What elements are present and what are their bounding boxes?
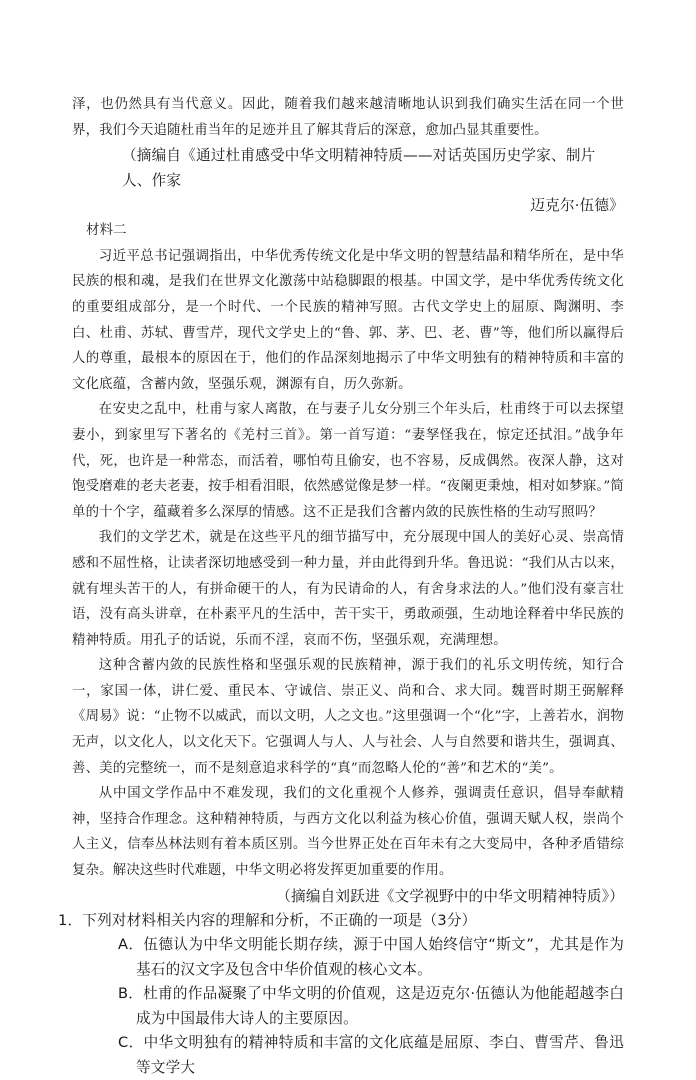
material2-source: （摘编自刘跃进《文学视野中的中华文明精神特质》） [276,887,624,905]
material1-tail-text: 泽，也仍然具有当代意义。因此，随着我们越来越清晰地认识到我们确实生活在同一个世界，我们今天追随杜甫当年的足迹并且了解其背后的深意，愈加凸显其重要性。 [72,97,624,138]
material2-paragraph-1: 习近平总书记强调指出，中华优秀传统文化是中华文明的智慧结晶和精华所在，是中华民族的根和魂，是我们在世界文化激荡中站稳脚跟的根基。中国文学，是中华优秀传统文化的重要组成部分，是一个时代、一个民族的精神写照。古代文学史上的屈原、陶渊明、李白、杜甫、苏轼、曹雪芹，现代文学史上的“鲁、郭、茅、巴、老、曹”等，他们所以赢得后人的尊重，最根本的原因在于，他们的作品深刻地揭示了中华文明独有的精神特质和丰富的文化底蕴，含蓄内敛，坚强乐观，渊源有自，历久弥新。 [72,248,624,392]
question1-option-b: B．杜甫的作品凝聚了中华文明的价值观，这是迈克尔·伍德认为他能超越李白成为中国最伟大诗人的主要原因。 [118,985,624,1027]
material2-paragraph-5: 从中国文学作品中不难发现，我们的文化重视个人修养，强调责任意识，倡导奉献精神，坚持合作理念。这种精神特质，与西方文化以利益为核心价值，强调天赋人权，崇尚个人主义，信奉丛林法则有着本质区别。当今世界正处在百年未有之大变局中，各种矛盾错综复杂。解决这些时代难题，中华文明必将发挥更加重要的作用。 [72,786,624,879]
material2-paragraph-3: 我们的文学艺术，就是在这些平凡的细节描写中，充分展现中国人的美好心灵、崇高情感和不屈性格，让读者深切地感受到一种力量，并由此得到升华。鲁迅说：“我们从古以来，就有埋头苦干的人，有拼命硬干的人，有为民请命的人，有舍身求法的人。”他们没有豪言壮语，没有高头讲章，在朴素平凡的生活中，苦干实干，勇敢顽强，生动地诠释着中华民族的精神特质。用孔子的话说，乐而不淫，哀而不伤，坚强乐观，充满理想。 [72,530,624,648]
material2-paragraph-4: 这种含蓄内敛的民族性格和坚强乐观的民族精神，源于我们的礼乐文明传统，知行合一，家国一体，讲仁爱、重民本、守诚信、崇正义、尚和合、求大同。魏晋时期王弼解释《周易》说：“止物不以威武，而以文明，人之文也。”这里强调一个“化”字，上善若水，润物无声，以文化人，以文化天下。它强调人与人、人与社会、人与自然要和谐共生，强调真、善、美的完整统一，而不是刻意追求科学的“真”而忽略人伦的“善”和艺术的“美”。 [72,658,624,776]
material1-source-line2: 迈克尔·伍德》 [530,197,624,215]
question1-option-c: C．中华文明独有的精神特质和丰富的文化底蕴是屈原、李白、曹雪芹、鲁迅等文学大 [118,1034,624,1076]
material2-heading: 材料二 [86,223,127,239]
material1-source-line1: （摘编自《通过杜甫感受中华文明精神特质——对话英国历史学家、制片人、作家 [122,147,596,190]
material2-paragraph-2: 在安史之乱中，杜甫与家人离散，在与妻子儿女分别三个年头后，杜甫终于可以去探望妻小，到家里写下著名的《羌村三首》。第一首写道：“妻孥怪我在，惊定还拭泪。”战争年代，死，也许是一种常态，而活着，哪怕苟且偷安，也不容易，反成偶然。夜深人静，这对饱受磨难的老夫老妻，按手相看泪眼，依然感觉像是梦一样。“夜阑更秉烛，相对如梦寐。”简单的十个字，蕴藏着多么深厚的情感。这不正是我们含蓄内敛的民族性格的生动写照吗？ [72,402,624,520]
question1-option-a: A．伍德认为中华文明能长期存续，源于中国人始终信守“斯文”，尤其是作为基石的汉文字及包含中华价值观的核心文本。 [118,936,624,978]
question1-stem: 1．下列对材料相关内容的理解和分析，不正确的一项是（3分） [58,911,477,929]
content-column [58,92,624,1080]
